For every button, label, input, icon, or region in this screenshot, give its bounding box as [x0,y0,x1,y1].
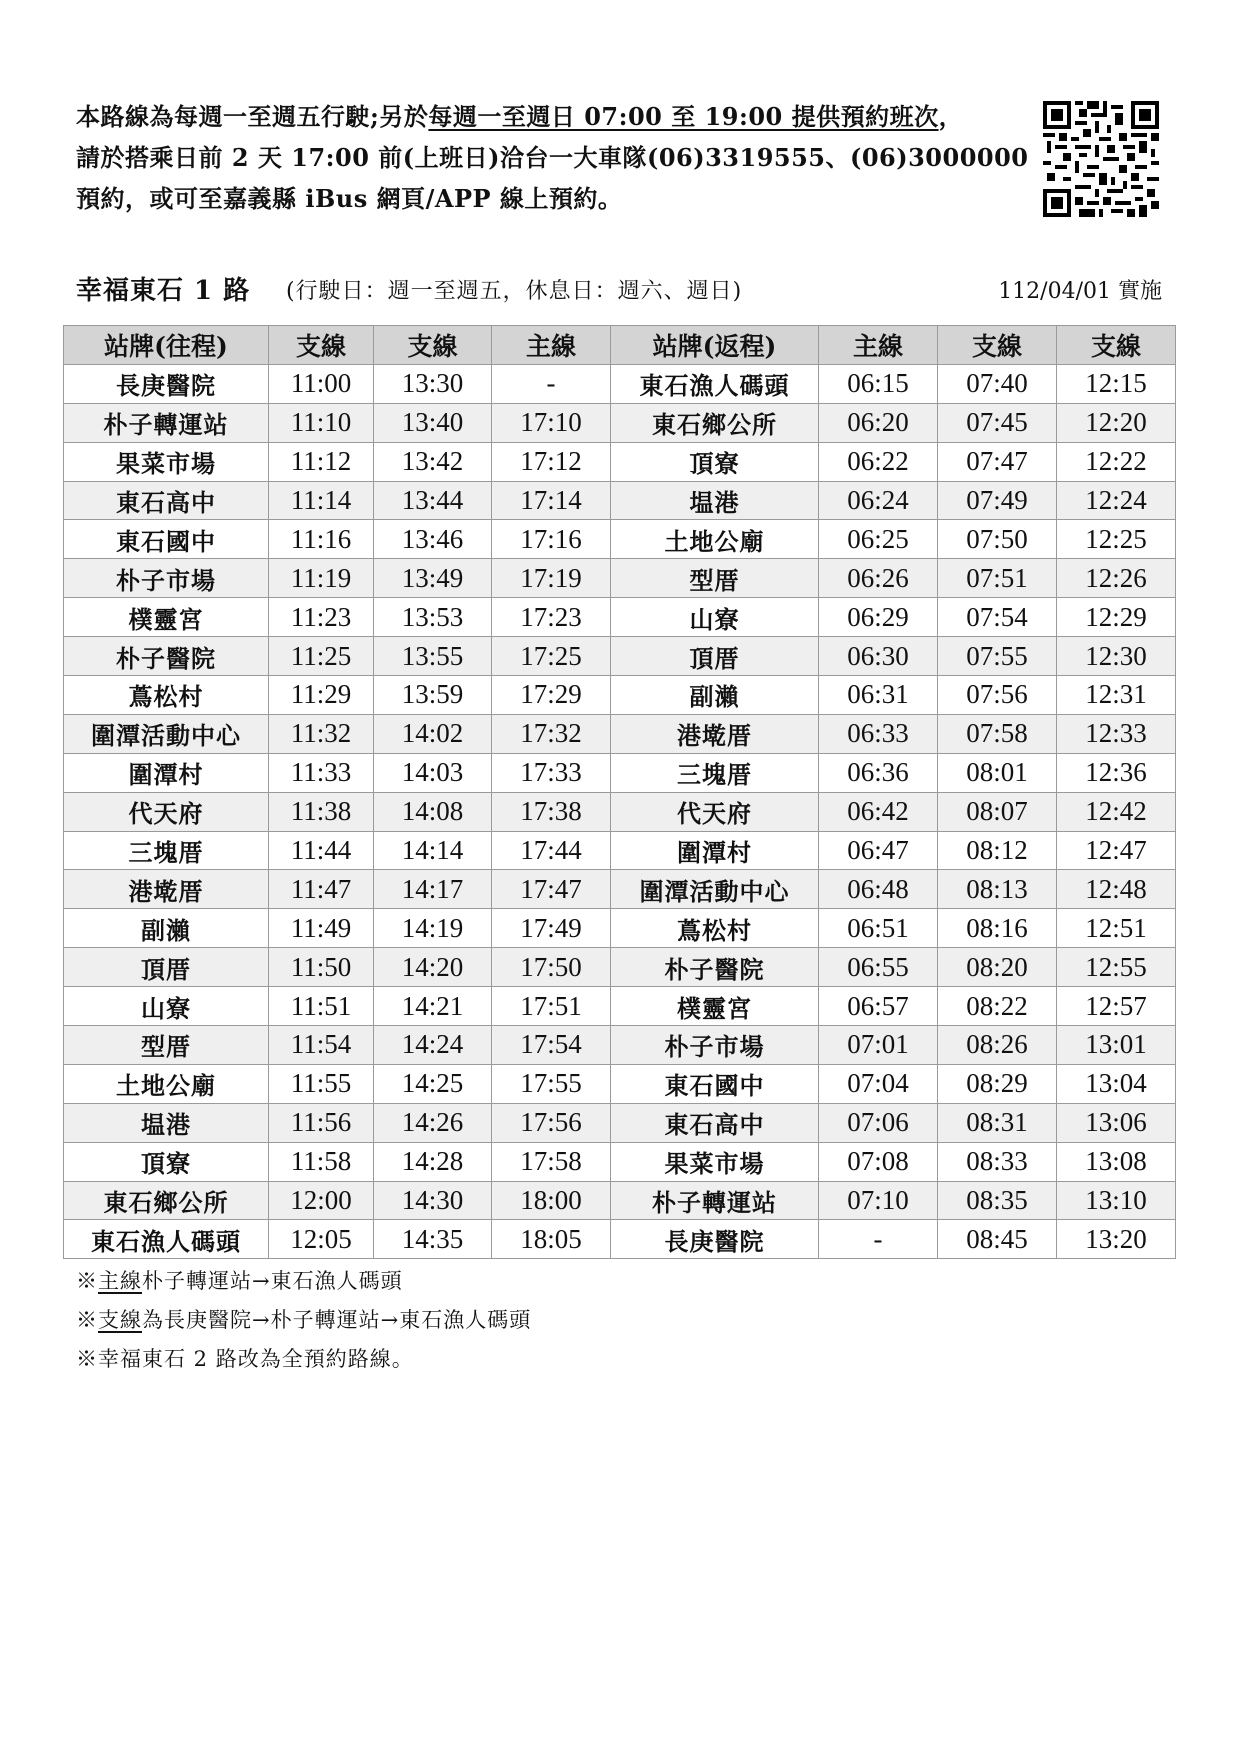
cell-return-main: 06:48 [819,870,938,909]
cell-outbound-stop: 東石國中 [64,520,269,559]
notice-line-3: 預約，或可至嘉義縣 iBus 網頁/APP 線上預約。 [76,184,623,213]
cell-outbound-main: 17:29 [492,676,611,715]
cell-outbound-branch-2: 13:42 [374,442,492,481]
cell-outbound-main: 17:56 [492,1103,611,1142]
note-mark: ※ [76,1308,98,1332]
cell-outbound-main: 18:05 [492,1220,611,1259]
cell-return-stop: 樸靈宮 [611,987,819,1026]
cell-return-stop: 東石國中 [611,1064,819,1103]
timetable [63,325,1176,1259]
cell-outbound-main: 17:58 [492,1142,611,1181]
cell-return-branch-2: 12:22 [1057,442,1176,481]
col-outbound-stop: 站牌(往程) [64,326,269,365]
note-main-label: 主線 [98,1269,142,1293]
cell-outbound-branch-1: 11:00 [269,364,374,403]
cell-outbound-branch-1: 11:16 [269,520,374,559]
cell-return-branch-2: 12:20 [1057,403,1176,442]
cell-return-branch-2: 12:55 [1057,948,1176,987]
cell-return-branch-2: 12:26 [1057,559,1176,598]
cell-outbound-main: 17:47 [492,870,611,909]
table-row [64,520,1176,559]
cell-outbound-main: 18:00 [492,1181,611,1220]
cell-outbound-main: 17:51 [492,987,611,1026]
service-notice [76,96,1036,219]
table-row [64,1181,1176,1220]
cell-return-stop: 東石漁人碼頭 [611,364,819,403]
cell-outbound-branch-1: 11:19 [269,559,374,598]
cell-outbound-branch-2: 13:49 [374,559,492,598]
cell-return-branch-2: 12:36 [1057,753,1176,792]
cell-outbound-branch-1: 11:10 [269,403,374,442]
cell-return-main: 06:22 [819,442,938,481]
cell-return-branch-2: 12:47 [1057,831,1176,870]
header-row [64,326,1176,365]
cell-return-branch-1: 08:12 [938,831,1057,870]
cell-return-main: 06:30 [819,637,938,676]
cell-outbound-branch-1: 11:29 [269,676,374,715]
cell-return-branch-1: 07:49 [938,481,1057,520]
cell-outbound-main: 17:33 [492,753,611,792]
cell-return-stop: 長庚醫院 [611,1220,819,1259]
cell-outbound-branch-1: 11:56 [269,1103,374,1142]
cell-outbound-branch-2: 14:35 [374,1220,492,1259]
cell-outbound-main: 17:55 [492,1064,611,1103]
cell-return-main: 06:24 [819,481,938,520]
route-name: 幸福東石 1 路 [76,276,251,306]
cell-outbound-branch-1: 11:47 [269,870,374,909]
cell-return-main: 06:33 [819,714,938,753]
cell-return-main: 06:51 [819,909,938,948]
cell-outbound-main: - [492,364,611,403]
col-return-branch-1: 支線 [938,326,1057,365]
cell-return-main: 06:20 [819,403,938,442]
cell-return-branch-2: 13:08 [1057,1142,1176,1181]
note-route-2: ※幸福東石 2 路改為全預約路線。 [76,1347,414,1371]
cell-return-main: 07:06 [819,1103,938,1142]
cell-return-branch-1: 08:45 [938,1220,1057,1259]
col-return-branch-2: 支線 [1057,326,1176,365]
cell-return-stop: 土地公廟 [611,520,819,559]
table-row [64,1103,1176,1142]
cell-return-stop: 蔦松村 [611,909,819,948]
cell-outbound-branch-1: 11:38 [269,792,374,831]
cell-outbound-branch-1: 11:51 [269,987,374,1026]
cell-return-stop: 圍潭活動中心 [611,870,819,909]
cell-outbound-stop: 型厝 [64,1026,269,1065]
cell-return-branch-2: 13:10 [1057,1181,1176,1220]
cell-return-stop: 朴子市場 [611,1026,819,1065]
cell-return-stop: 三塊厝 [611,753,819,792]
cell-outbound-stop: 朴子轉運站 [64,403,269,442]
cell-outbound-stop: 朴子醫院 [64,637,269,676]
cell-return-stop: 果菜市場 [611,1142,819,1181]
cell-return-main: 06:31 [819,676,938,715]
cell-outbound-main: 17:14 [492,481,611,520]
cell-return-stop: 朴子轉運站 [611,1181,819,1220]
cell-outbound-stop: 代天府 [64,792,269,831]
cell-outbound-main: 17:19 [492,559,611,598]
cell-outbound-main: 17:32 [492,714,611,753]
cell-return-branch-2: 12:48 [1057,870,1176,909]
cell-return-stop: 頂厝 [611,637,819,676]
cell-outbound-stop: 果菜市場 [64,442,269,481]
cell-return-branch-1: 08:26 [938,1026,1057,1065]
qr-code-icon [1043,101,1159,217]
cell-outbound-branch-2: 14:21 [374,987,492,1026]
cell-return-branch-1: 07:56 [938,676,1057,715]
table-row [64,909,1176,948]
table-row [64,1064,1176,1103]
cell-outbound-branch-2: 14:19 [374,909,492,948]
cell-outbound-main: 17:49 [492,909,611,948]
table-row [64,403,1176,442]
cell-return-branch-1: 08:31 [938,1103,1057,1142]
cell-return-stop: 朴子醫院 [611,948,819,987]
note-mark: ※ [76,1269,98,1293]
cell-outbound-branch-2: 14:17 [374,870,492,909]
route-header [76,268,1162,308]
cell-outbound-branch-2: 14:30 [374,1181,492,1220]
cell-return-branch-1: 07:40 [938,364,1057,403]
note-branch-text: 為長庚醫院→朴子轉運站→東石漁人碼頭 [142,1308,532,1332]
cell-outbound-branch-2: 14:28 [374,1142,492,1181]
cell-outbound-branch-1: 11:49 [269,909,374,948]
cell-return-branch-2: 12:30 [1057,637,1176,676]
cell-return-branch-1: 08:20 [938,948,1057,987]
effective-date: 112/04/01 實施 [998,279,1162,304]
cell-return-main: 06:47 [819,831,938,870]
cell-outbound-stop: 頂厝 [64,948,269,987]
cell-return-main: 06:55 [819,948,938,987]
cell-return-branch-1: 07:58 [938,714,1057,753]
cell-outbound-stop: 樸靈宮 [64,598,269,637]
table-row [64,1142,1176,1181]
cell-outbound-branch-1: 12:05 [269,1220,374,1259]
cell-return-branch-2: 12:15 [1057,364,1176,403]
cell-outbound-main: 17:10 [492,403,611,442]
cell-return-branch-1: 08:29 [938,1064,1057,1103]
cell-outbound-branch-2: 14:20 [374,948,492,987]
cell-return-stop: 代天府 [611,792,819,831]
cell-return-branch-1: 07:50 [938,520,1057,559]
cell-outbound-branch-1: 11:55 [269,1064,374,1103]
cell-return-branch-1: 08:33 [938,1142,1057,1181]
cell-outbound-branch-1: 11:50 [269,948,374,987]
cell-return-branch-1: 08:01 [938,753,1057,792]
table-row [64,364,1176,403]
cell-outbound-branch-1: 11:32 [269,714,374,753]
cell-outbound-branch-2: 14:25 [374,1064,492,1103]
cell-outbound-branch-2: 14:14 [374,831,492,870]
cell-outbound-branch-2: 13:59 [374,676,492,715]
col-return-main: 主線 [819,326,938,365]
cell-return-main: 07:10 [819,1181,938,1220]
cell-outbound-main: 17:54 [492,1026,611,1065]
cell-outbound-branch-2: 14:02 [374,714,492,753]
cell-return-branch-1: 08:16 [938,909,1057,948]
cell-return-branch-1: 07:54 [938,598,1057,637]
cell-return-branch-2: 13:06 [1057,1103,1176,1142]
cell-return-stop: 山寮 [611,598,819,637]
cell-outbound-branch-2: 13:30 [374,364,492,403]
cell-return-main: 06:15 [819,364,938,403]
cell-return-stop: 港墘厝 [611,714,819,753]
cell-return-main: 07:01 [819,1026,938,1065]
cell-return-stop: 副瀨 [611,676,819,715]
cell-return-branch-1: 08:07 [938,792,1057,831]
cell-outbound-main: 17:25 [492,637,611,676]
table-row [64,987,1176,1026]
table-row [64,1026,1176,1065]
cell-outbound-stop: 朴子市場 [64,559,269,598]
table-row [64,481,1176,520]
cell-return-branch-2: 12:25 [1057,520,1176,559]
cell-outbound-branch-1: 12:00 [269,1181,374,1220]
cell-outbound-main: 17:50 [492,948,611,987]
cell-outbound-stop: 東石高中 [64,481,269,520]
cell-return-main: - [819,1220,938,1259]
cell-outbound-branch-2: 13:55 [374,637,492,676]
note-branch-line [76,1301,531,1340]
cell-outbound-branch-2: 13:40 [374,403,492,442]
notice-line-1-start: 本路線為每週一至週五行駛;另於 [76,102,429,131]
cell-outbound-main: 17:16 [492,520,611,559]
col-outbound-branch-2: 支線 [374,326,492,365]
cell-outbound-branch-2: 13:44 [374,481,492,520]
table-row [64,1220,1176,1259]
cell-outbound-main: 17:23 [492,598,611,637]
cell-return-branch-2: 12:24 [1057,481,1176,520]
cell-return-stop: 東石高中 [611,1103,819,1142]
cell-outbound-branch-2: 14:03 [374,753,492,792]
cell-return-branch-2: 12:51 [1057,909,1176,948]
cell-return-main: 06:29 [819,598,938,637]
cell-outbound-branch-1: 11:33 [269,753,374,792]
table-row [64,442,1176,481]
cell-outbound-stop: 山寮 [64,987,269,1026]
cell-return-branch-1: 08:35 [938,1181,1057,1220]
notice-line-1 [76,96,1036,137]
note-branch-label: 支線 [98,1308,142,1332]
cell-outbound-stop: 塭港 [64,1103,269,1142]
col-outbound-main: 主線 [492,326,611,365]
table-row [64,831,1176,870]
notice-line-2: 請於搭乘日前 2 天 17:00 前(上班日)洽台一大車隊(06)3319555、(06)3000000 [76,143,1029,172]
table-row [64,676,1176,715]
cell-return-branch-2: 12:29 [1057,598,1176,637]
col-return-stop: 站牌(返程) [611,326,819,365]
cell-outbound-main: 17:44 [492,831,611,870]
cell-outbound-branch-1: 11:44 [269,831,374,870]
footnotes [76,1262,531,1379]
cell-outbound-stop: 東石漁人碼頭 [64,1220,269,1259]
cell-outbound-branch-1: 11:25 [269,637,374,676]
cell-outbound-stop: 圍潭活動中心 [64,714,269,753]
table-row [64,637,1176,676]
cell-return-branch-1: 07:45 [938,403,1057,442]
cell-return-branch-2: 13:04 [1057,1064,1176,1103]
reservation-hours: 每週一至週日 07:00 至 19:00 提供預約班次 [428,102,939,131]
cell-outbound-branch-1: 11:54 [269,1026,374,1065]
table-row [64,598,1176,637]
notice-line-1-end: ， [938,102,964,131]
table-row [64,714,1176,753]
cell-return-stop: 圍潭村 [611,831,819,870]
cell-return-branch-1: 07:51 [938,559,1057,598]
cell-outbound-branch-1: 11:14 [269,481,374,520]
cell-outbound-branch-1: 11:12 [269,442,374,481]
cell-return-stop: 頂寮 [611,442,819,481]
cell-outbound-branch-2: 14:08 [374,792,492,831]
cell-return-main: 06:25 [819,520,938,559]
cell-return-branch-2: 12:57 [1057,987,1176,1026]
cell-return-main: 06:26 [819,559,938,598]
cell-return-branch-1: 07:47 [938,442,1057,481]
cell-return-branch-2: 12:33 [1057,714,1176,753]
cell-outbound-stop: 長庚醫院 [64,364,269,403]
cell-outbound-stop: 土地公廟 [64,1064,269,1103]
cell-return-main: 07:04 [819,1064,938,1103]
cell-outbound-branch-2: 13:53 [374,598,492,637]
cell-return-branch-1: 08:22 [938,987,1057,1026]
cell-outbound-branch-1: 11:23 [269,598,374,637]
cell-outbound-branch-2: 14:26 [374,1103,492,1142]
table-row [64,792,1176,831]
cell-return-branch-2: 13:01 [1057,1026,1176,1065]
cell-return-stop: 型厝 [611,559,819,598]
cell-return-branch-1: 08:13 [938,870,1057,909]
cell-outbound-stop: 三塊厝 [64,831,269,870]
note-main-line [76,1262,531,1301]
cell-outbound-main: 17:12 [492,442,611,481]
cell-return-main: 07:08 [819,1142,938,1181]
cell-outbound-stop: 東石鄉公所 [64,1181,269,1220]
table-row [64,753,1176,792]
cell-outbound-stop: 副瀨 [64,909,269,948]
cell-outbound-stop: 頂寮 [64,1142,269,1181]
col-outbound-branch-1: 支線 [269,326,374,365]
cell-outbound-branch-2: 14:24 [374,1026,492,1065]
cell-outbound-branch-1: 11:58 [269,1142,374,1181]
cell-return-branch-2: 13:20 [1057,1220,1176,1259]
table-row [64,870,1176,909]
cell-return-main: 06:36 [819,753,938,792]
cell-return-branch-2: 12:31 [1057,676,1176,715]
cell-outbound-main: 17:38 [492,792,611,831]
cell-return-stop: 東石鄉公所 [611,403,819,442]
cell-return-branch-2: 12:42 [1057,792,1176,831]
cell-return-stop: 塭港 [611,481,819,520]
table-row [64,948,1176,987]
cell-outbound-branch-2: 13:46 [374,520,492,559]
cell-outbound-stop: 蔦松村 [64,676,269,715]
table-row [64,559,1176,598]
cell-outbound-stop: 圍潭村 [64,753,269,792]
cell-return-branch-1: 07:55 [938,637,1057,676]
note-main-text: 朴子轉運站→東石漁人碼頭 [142,1269,403,1293]
operating-days: (行駛日：週一至週五，休息日：週六、週日) [286,279,743,304]
cell-outbound-stop: 港墘厝 [64,870,269,909]
cell-return-main: 06:42 [819,792,938,831]
cell-return-main: 06:57 [819,987,938,1026]
